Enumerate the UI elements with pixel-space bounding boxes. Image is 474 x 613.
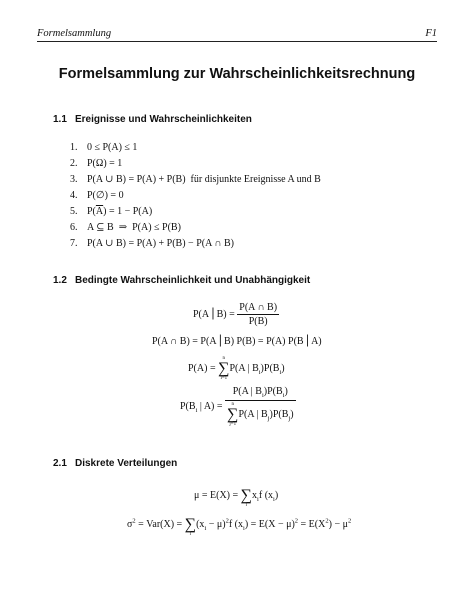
formula-expectation: μ = E(X) = ∑ i $x_if$ $(x_i)$ (194, 487, 279, 508)
list-item: 4. P(∅) = 0 (70, 190, 124, 201)
formula-variance: $\sigma^2 = Var(X)$ = ∑ i $(x_i - \mu)^2f$ $(x_i) = E(X - \mu)^2 = E(X^2) - \mu^2$ (127, 516, 352, 537)
section-number: 2.1 (53, 458, 67, 469)
formula-product-rule: P(A ∩ B) = P(A⎪B) P(B) = P(A) P(B⎪A) (152, 336, 322, 347)
list-item: 5. $P(\overline{A}) = 1 - P(A)$ (70, 206, 153, 217)
section-number: 1.1 (53, 114, 67, 125)
section-title: Ereignisse und Wahrscheinlichkeiten (75, 114, 252, 125)
formula-bayes: $P(B_i$ | A) = P(A | $B_i)P(B_i)$ n ∑ j=1 P(A | $B_j)P(B_j)$ (180, 386, 294, 427)
formula-total-probability: P(A) = n ∑ i=1 P(A | $B_i)P(B_i)$ (188, 356, 285, 381)
list-item: 7. P(A ∪ B) = P(A) + P(B) − P(A ∩ B) (70, 238, 234, 249)
header-right: F1 (425, 28, 437, 39)
running-header (37, 28, 437, 42)
header-left: Formelsammlung (37, 28, 112, 39)
header-rule (37, 41, 437, 42)
section-title: Bedingte Wahrscheinlichkeit und Unabhängigkeit (75, 275, 311, 286)
formula-conditional: P(A⎪B) = $\frac{P(A \cap B)}{P(B)}$ (193, 302, 278, 327)
axiom-list (70, 140, 321, 252)
document-title: Formelsammlung zur Wahrscheinlichkeitsrechnung (58, 66, 416, 82)
section-heading-1-2 (53, 275, 310, 286)
section-heading-2-1 (53, 458, 177, 469)
list-item: 6. A ⊆ B ⇒ P(A) ≤ P(B) (70, 222, 181, 233)
list-item: 1. 0 ≤ P(A) ≤ 1 (70, 142, 138, 153)
list-item: 3. P(A ∪ B) = P(A) + P(B) für disjunkte Ereignisse A und B (70, 174, 321, 185)
section-heading-1-1 (53, 114, 252, 125)
section-number: 1.2 (53, 275, 67, 286)
section-title: Diskrete Verteilungen (75, 458, 178, 469)
complement-a: $\overline{A}$ (95, 206, 104, 217)
list-item: 2. P(Ω) = 1 (70, 158, 123, 169)
